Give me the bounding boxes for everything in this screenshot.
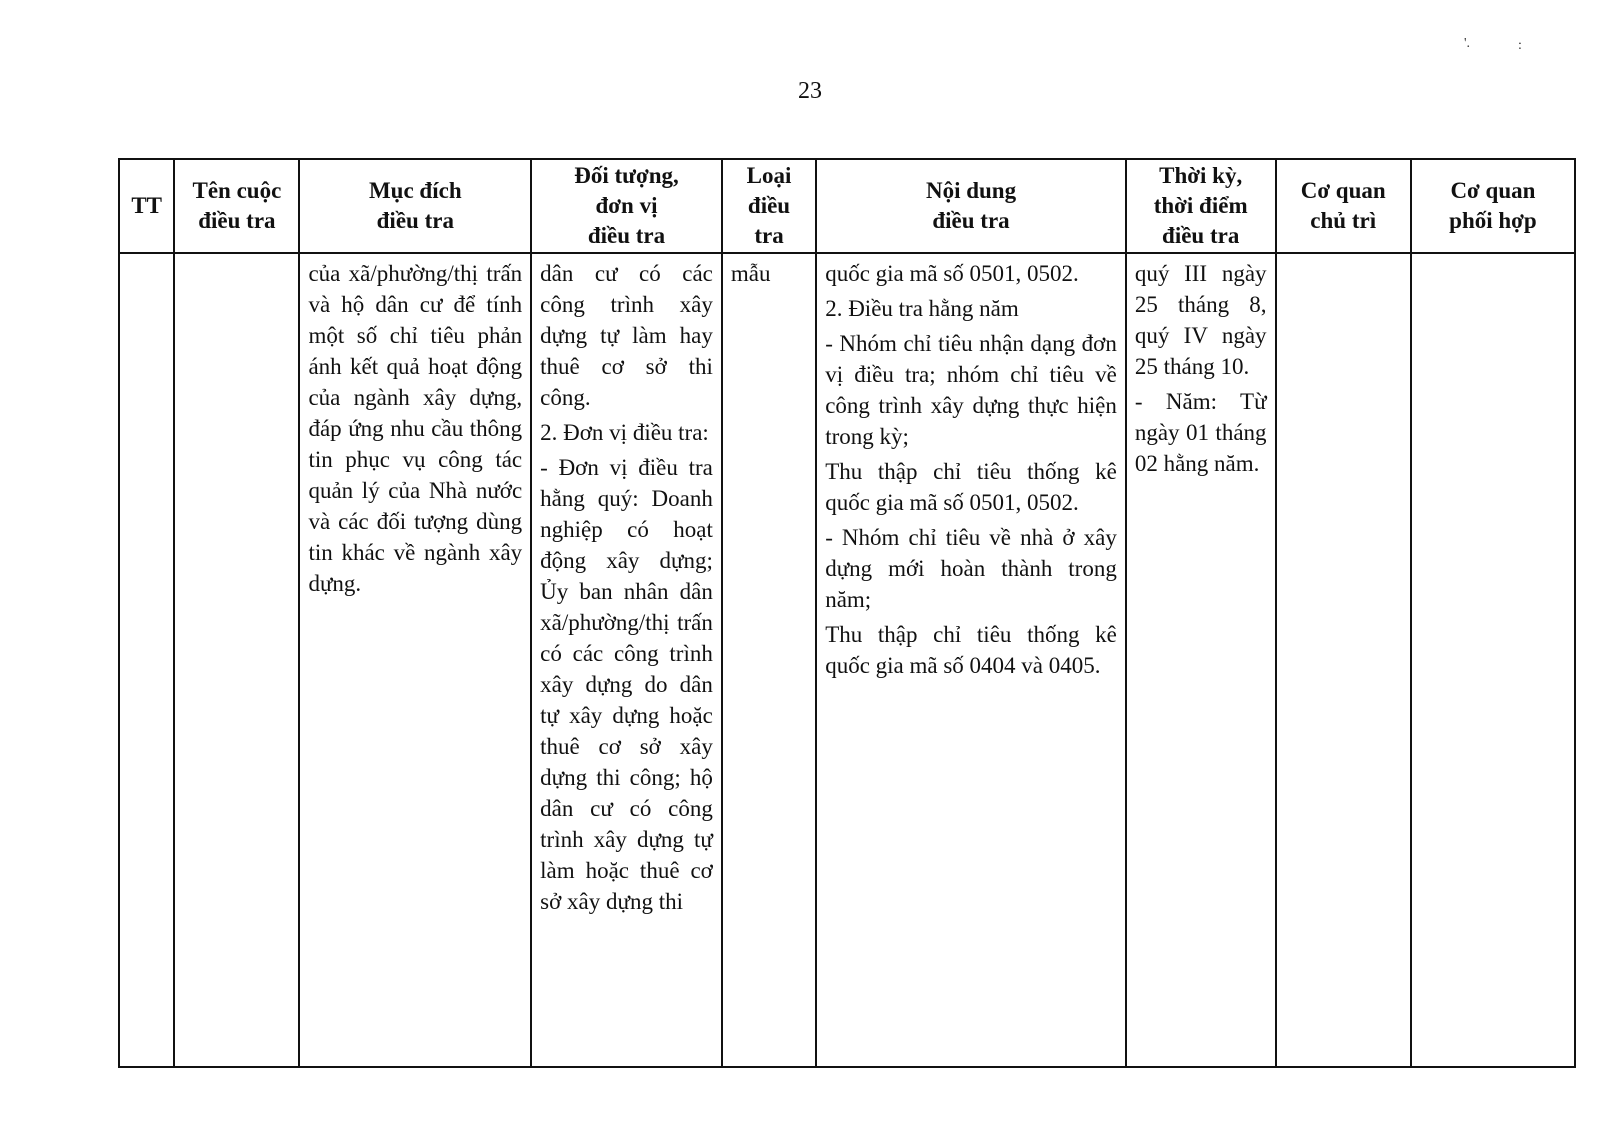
header-loai-dieu-tra: Loại điều tra (722, 159, 816, 253)
thoi-ky-para: - Năm: Từ ngày 01 tháng 02 hằng năm. (1134, 389, 1267, 476)
noi-dung-para: Thu thập chỉ tiêu thống kê quốc gia mã số 0404 và 0405. (825, 622, 1117, 678)
header-noi-dung-dieu-tra: Nội dung điều tra (816, 159, 1126, 253)
table-row (119, 253, 1575, 1067)
header-thoi-ky-thoi-diem: Thời kỳ, thời điểm điều tra (1126, 159, 1276, 253)
header-row (119, 159, 1575, 253)
header-tt: TT (119, 159, 174, 253)
noi-dung-para: Thu thập chỉ tiêu thống kê quốc gia mã số 0501, 0502. (825, 459, 1117, 515)
survey-table (118, 158, 1576, 1068)
page-number: 23 (798, 78, 822, 104)
thoi-ky-para: quý III ngày 25 tháng 8, quý IV ngày 25 tháng 10. (1134, 261, 1267, 379)
noi-dung-para: 2. Điều tra hằng năm (825, 296, 1019, 321)
header-co-quan-phoi-hop: Cơ quan phối hợp (1411, 159, 1575, 253)
cell-co-quan-phoi-hop (1411, 253, 1575, 1067)
scan-speck: : (1518, 38, 1522, 53)
noi-dung-para: - Nhóm chỉ tiêu nhận dạng đơn vị điều tra; nhóm chỉ tiêu về công trình xây dựng thực hiện trong kỳ; (825, 331, 1117, 449)
doi-tuong-para: dân cư có các công trình xây dựng tự làm hay thuê cơ sở thi công. (540, 261, 713, 410)
cell-co-quan-chu-tri (1276, 253, 1411, 1067)
doi-tuong-para: - Đơn vị điều tra hằng quý: Doanh nghiệp có hoạt động xây dựng; Ủy ban nhân dân xã/phường/thị trấn có các công trình xây dựng do dân tự xây dựng hoặc thuê cơ sở xây dựng thi công; hộ dân cư có công trình xây dựng tự làm hoặc thuê cơ sở xây dựng thi (540, 455, 713, 914)
cell-tt (119, 253, 174, 1067)
cell-thoi-ky (1126, 253, 1276, 1067)
scan-speck: '. (1464, 36, 1471, 51)
cell-muc-dich: của xã/phường/thị trấn và hộ dân cư để tính một số chỉ tiêu phản ánh kết quả hoạt động của ngành xây dựng, đáp ứng nhu cầu thông tin phục vụ công tác quản lý của Nhà nước và các đối tượng dùng tin khác về ngành xây dựng. (299, 253, 531, 1067)
cell-loai-dieu-tra: mẫu (722, 253, 816, 1067)
header-doi-tuong-don-vi: Đối tượng, đơn vị điều tra (531, 159, 722, 253)
noi-dung-para: quốc gia mã số 0501, 0502. (825, 261, 1079, 286)
cell-ten-cuoc-dieu-tra (174, 253, 299, 1067)
cell-noi-dung (816, 253, 1126, 1067)
noi-dung-para: - Nhóm chỉ tiêu về nhà ở xây dựng mới hoàn thành trong năm; (825, 525, 1117, 612)
cell-doi-tuong (531, 253, 722, 1067)
header-ten-cuoc-dieu-tra: Tên cuộc điều tra (174, 159, 299, 253)
header-co-quan-chu-tri: Cơ quan chủ trì (1276, 159, 1411, 253)
header-muc-dich-dieu-tra: Mục đích điều tra (299, 159, 531, 253)
doi-tuong-para: 2. Đơn vị điều tra: (540, 420, 709, 445)
